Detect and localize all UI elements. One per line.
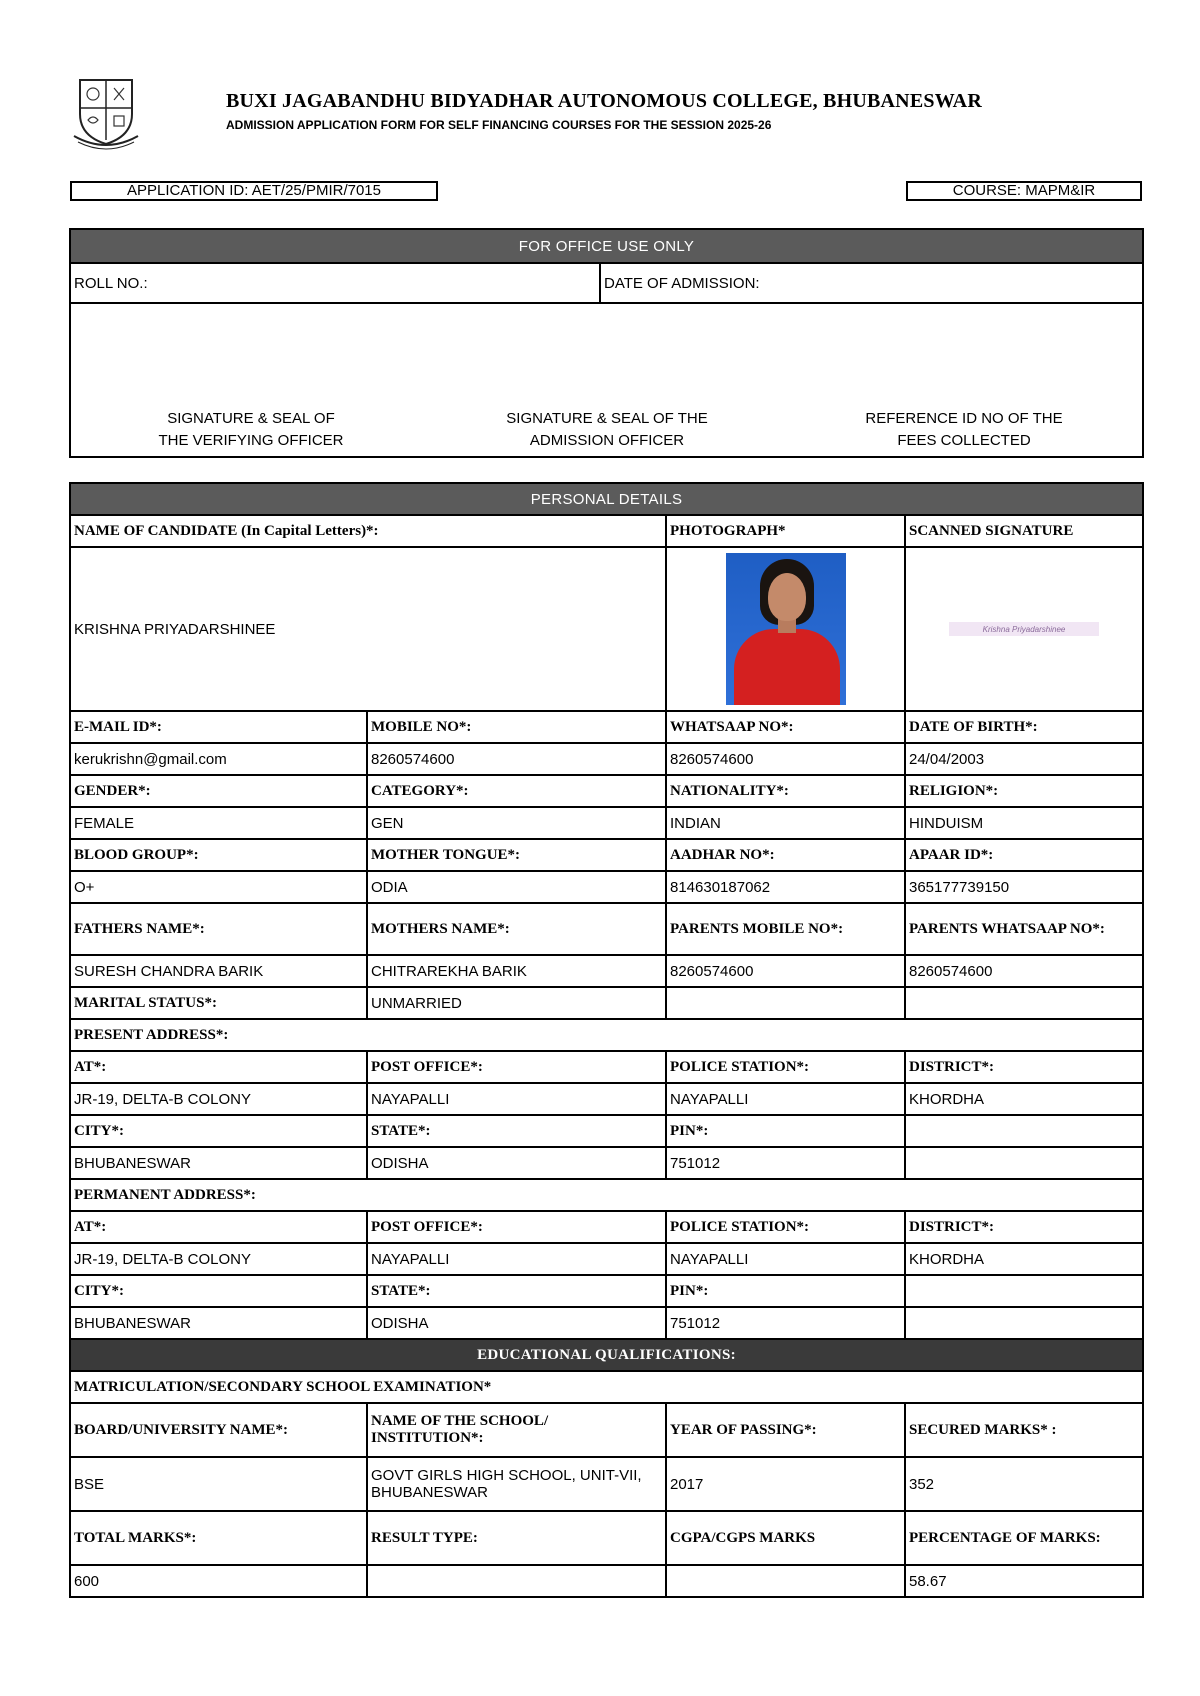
dob-label: DATE OF BIRTH*: [905,711,1143,743]
roll-no-label: ROLL NO.: [70,263,600,303]
present-po-label: POST OFFICE*: [367,1051,666,1083]
nationality-value: INDIAN [666,807,905,839]
present-pin-label: PIN*: [666,1115,905,1147]
permanent-state-value: ODISHA [367,1307,666,1339]
candidate-name-label: NAME OF CANDIDATE (In Capital Letters)*: [70,515,666,547]
email-label: E-MAIL ID*: [70,711,367,743]
present-po-value: NAYAPALLI [367,1083,666,1115]
present-state-label: STATE*: [367,1115,666,1147]
empty-cell [905,1275,1143,1307]
college-name: BUXI JAGABANDHU BIDYADHAR AUTONOMOUS COLLEGE, BHUBANESWAR [226,90,982,112]
present-city-value: BHUBANESWAR [70,1147,367,1179]
empty-cell [905,1115,1143,1147]
personal-details-table [69,482,1144,1598]
educational-qualifications-header: EDUCATIONAL QUALIFICATIONS: [70,1339,1143,1371]
parents-mobile-value: 8260574600 [666,955,905,987]
permanent-at-label: AT*: [70,1211,367,1243]
percentage-label: PERCENTAGE OF MARKS: [905,1511,1143,1565]
candidate-signature [905,547,1143,711]
permanent-district-label: DISTRICT*: [905,1211,1143,1243]
empty-cell [905,1307,1143,1339]
school-label: NAME OF THE SCHOOL/ INSTITUTION*: [367,1403,666,1457]
permanent-po-value: NAYAPALLI [367,1243,666,1275]
photograph-label: PHOTOGRAPH* [666,515,905,547]
present-city-label: CITY*: [70,1115,367,1147]
fees-reference-line-2: FEES COLLECTED [897,432,1031,449]
permanent-pin-label: PIN*: [666,1275,905,1307]
year-of-passing-label: YEAR OF PASSING*: [666,1403,905,1457]
school-value: GOVT GIRLS HIGH SCHOOL, UNIT-VII, BHUBANESWAR [367,1457,666,1511]
form-title: ADMISSION APPLICATION FORM FOR SELF FINANCING COURSES FOR THE SESSION 2025-26 [226,118,772,132]
father-name-label: FATHERS NAME*: [70,903,367,955]
present-address-header: PRESENT ADDRESS*: [70,1019,1143,1051]
gender-value: FEMALE [70,807,367,839]
mother-name-label: MOTHERS NAME*: [367,903,666,955]
aadhar-label: AADHAR NO*: [666,839,905,871]
board-label: BOARD/UNIVERSITY NAME*: [70,1403,367,1457]
whatsapp-value: 8260574600 [666,743,905,775]
empty-cell [905,987,1143,1019]
permanent-address-header: PERMANENT ADDRESS*: [70,1179,1143,1211]
dob-value: 24/04/2003 [905,743,1143,775]
aadhar-value: 814630187062 [666,871,905,903]
signature-text: Krishna Priyadarshinee [982,624,1066,634]
apaar-value: 365177739150 [905,871,1143,903]
form-header [70,74,1130,154]
permanent-city-label: CITY*: [70,1275,367,1307]
parents-whatsapp-value: 8260574600 [905,955,1143,987]
blood-group-value: O+ [70,871,367,903]
year-of-passing-value: 2017 [666,1457,905,1511]
total-marks-label: TOTAL MARKS*: [70,1511,367,1565]
verifying-officer-line-1: SIGNATURE & SEAL OF [167,410,335,427]
fees-reference-line-1: REFERENCE ID NO OF THE [865,410,1063,427]
candidate-photo-image [726,553,846,705]
category-label: CATEGORY*: [367,775,666,807]
mobile-label: MOBILE NO*: [367,711,666,743]
marital-status-value: UNMARRIED [367,987,666,1019]
signature-image [949,622,1099,636]
signature-label: SCANNED SIGNATURE [905,515,1143,547]
verifying-officer-signature [101,408,401,452]
mother-tongue-value: ODIA [367,871,666,903]
secured-marks-label: SECURED MARKS* : [905,1403,1143,1457]
total-marks-value: 600 [70,1565,367,1597]
fees-reference-id [814,408,1114,452]
father-name-value: SURESH CHANDRA BARIK [70,955,367,987]
personal-details-header: PERSONAL DETAILS [70,483,1143,515]
candidate-name: KRISHNA PRIYADARSHINEE [70,547,666,711]
date-of-admission-label: DATE OF ADMISSION: [600,263,1143,303]
admission-officer-line-1: SIGNATURE & SEAL OF THE [506,410,708,427]
present-at-label: AT*: [70,1051,367,1083]
verifying-officer-line-2: THE VERIFYING OFFICER [158,432,344,449]
present-ps-label: POLICE STATION*: [666,1051,905,1083]
college-crest-icon [70,74,142,150]
mother-tongue-label: MOTHER TONGUE*: [367,839,666,871]
apaar-label: APAAR ID*: [905,839,1143,871]
mother-name-value: CHITRAREKHA BARIK [367,955,666,987]
empty-cell [666,987,905,1019]
application-id: APPLICATION ID: AET/25/PMIR/7015 [70,181,438,201]
office-use-header: FOR OFFICE USE ONLY [70,229,1143,263]
nationality-label: NATIONALITY*: [666,775,905,807]
permanent-ps-label: POLICE STATION*: [666,1211,905,1243]
blood-group-label: BLOOD GROUP*: [70,839,367,871]
parents-mobile-label: PARENTS MOBILE NO*: [666,903,905,955]
office-use-table [69,228,1144,458]
religion-value: HINDUISM [905,807,1143,839]
present-district-label: DISTRICT*: [905,1051,1143,1083]
permanent-ps-value: NAYAPALLI [666,1243,905,1275]
permanent-po-label: POST OFFICE*: [367,1211,666,1243]
admission-officer-line-2: ADMISSION OFFICER [529,432,685,449]
admission-officer-signature [457,408,757,452]
whatsapp-label: WHATSAAP NO*: [666,711,905,743]
result-type-label: RESULT TYPE: [367,1511,666,1565]
mobile-value: 8260574600 [367,743,666,775]
category-value: GEN [367,807,666,839]
religion-label: RELIGION*: [905,775,1143,807]
marital-status-label: MARITAL STATUS*: [70,987,367,1019]
candidate-photograph [666,547,905,711]
board-value: BSE [70,1457,367,1511]
cgpa-value [666,1565,905,1597]
empty-cell [905,1147,1143,1179]
cgpa-label: CGPA/CGPS MARKS [666,1511,905,1565]
course-code: COURSE: MAPM&IR [906,181,1142,201]
result-type-value [367,1565,666,1597]
matriculation-header: MATRICULATION/SECONDARY SCHOOL EXAMINATION* [70,1371,1143,1403]
signature-area [70,303,1143,457]
permanent-city-value: BHUBANESWAR [70,1307,367,1339]
permanent-state-label: STATE*: [367,1275,666,1307]
gender-label: GENDER*: [70,775,367,807]
present-state-value: ODISHA [367,1147,666,1179]
secured-marks-value: 352 [905,1457,1143,1511]
present-pin-value: 751012 [666,1147,905,1179]
email-value: kerukrishn@gmail.com [70,743,367,775]
present-district-value: KHORDHA [905,1083,1143,1115]
permanent-district-value: KHORDHA [905,1243,1143,1275]
parents-whatsapp-label: PARENTS WHATSAAP NO*: [905,903,1143,955]
permanent-at-value: JR-19, DELTA-B COLONY [70,1243,367,1275]
present-at-value: JR-19, DELTA-B COLONY [70,1083,367,1115]
percentage-value: 58.67 [905,1565,1143,1597]
permanent-pin-value: 751012 [666,1307,905,1339]
present-ps-value: NAYAPALLI [666,1083,905,1115]
